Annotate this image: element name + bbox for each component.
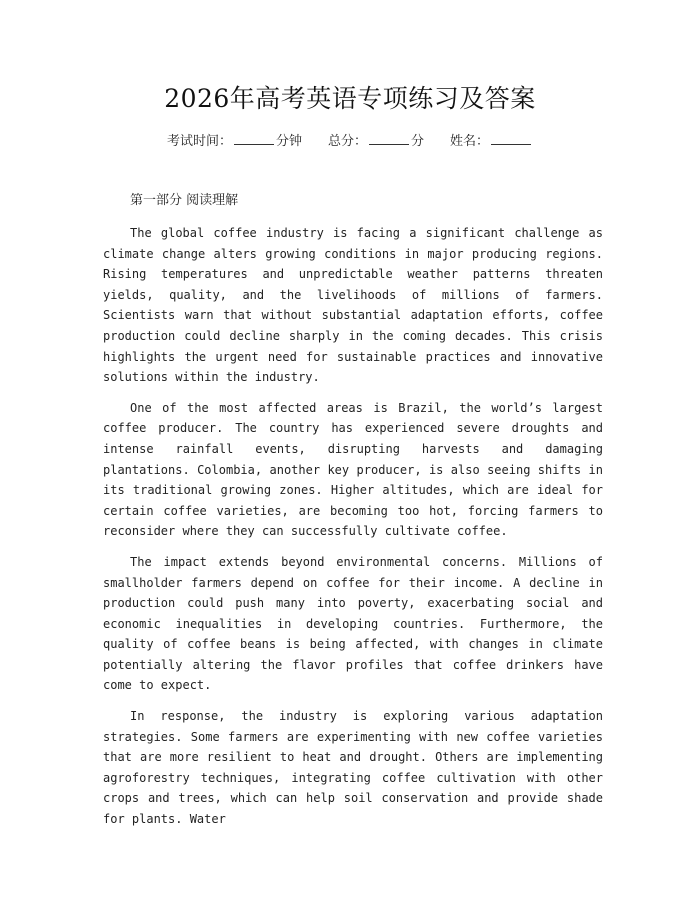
- score-unit: 分: [411, 134, 425, 149]
- score-blank: [369, 131, 409, 145]
- paragraph-4: In response, the industry is exploring various adaptation strategies. Some farmers are experimenting with new coffee varieties that are more resilient to heat and drought. Others are implementing agroforestry techniques, integrating coffee cultivation with other crops and trees, which can help soil conservation and provide shade for plants. Water: [103, 709, 603, 827]
- paragraph-2: One of the most affected areas is Brazil, the world’s largest coffee producer. The country has experienced severe droughts and intense rainfall events, disrupting harvests and damaging plantations. Colombia, another key producer, is also seeing shifts in its traditional growing zones. Higher altitudes, which are ideal for certain coffee varieties, are becoming too hot, forcing farmers to reconsider where they can successfully cultivate coffee.: [103, 400, 603, 539]
- page-title: 2026年高考英语专项练习及答案: [164, 84, 536, 113]
- paragraph-1: The global coffee industry is facing a significant challenge as climate change alters growing conditions in major producing regions. Rising temperatures and unpredictable weather patterns threaten yields, quality, and the livelihoods of millions of farmers. Scientists warn that without substantial adaptation efforts, coffee production could decline sharply in the coming decades. This crisis highlights the urgent need for sustainable practices and innovative solutions within the industry.: [103, 226, 603, 385]
- name-blank: [491, 131, 531, 145]
- score-label: 总分：: [327, 134, 367, 149]
- exam-meta-line: [0, 131, 700, 152]
- section-heading: 第一部分 阅读理解: [130, 193, 239, 208]
- time-label: 考试时间：: [166, 134, 232, 149]
- time-unit: 分钟: [275, 134, 302, 149]
- reading-passage: [103, 223, 603, 840]
- time-blank: [234, 131, 274, 145]
- name-label: 姓名：: [450, 134, 490, 149]
- paragraph-3: The impact extends beyond environmental concerns. Millions of smallholder farmers depend on coffee for their income. A decline in production could push many into poverty, exacerbating social and economic inequalities in developing countries. Furthermore, the quality of coffee beans is being affected, with changes in climate potentially altering the flavor profiles that coffee drinkers have come to expect.: [103, 554, 603, 693]
